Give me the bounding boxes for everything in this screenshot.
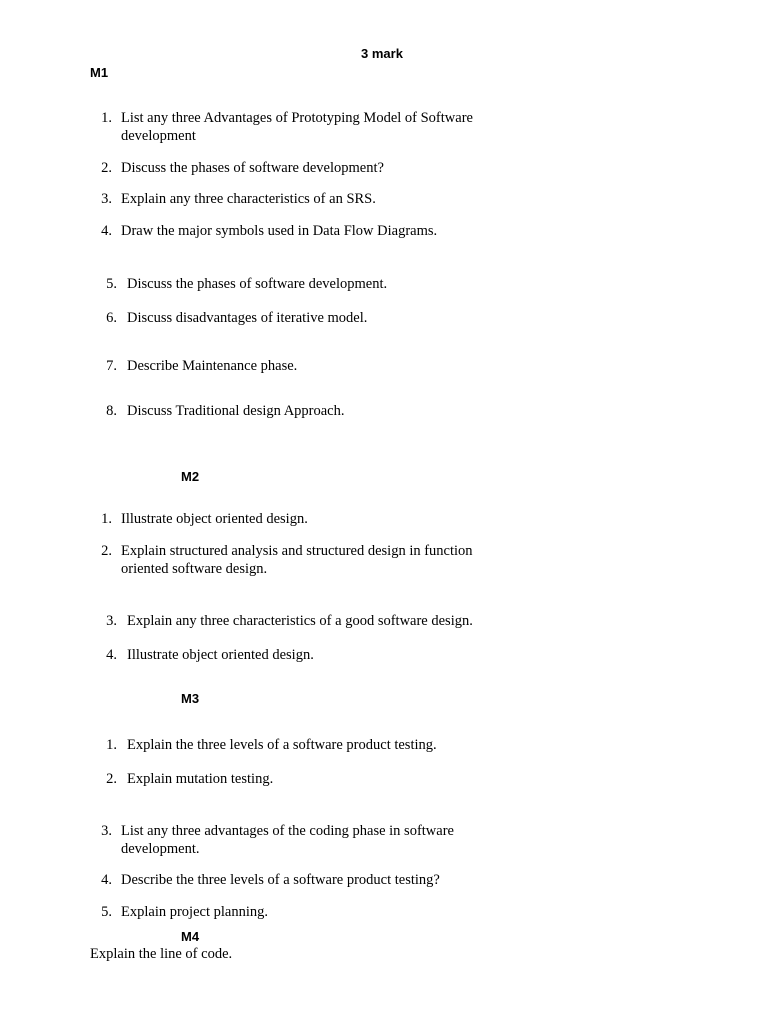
page-title: 3 mark — [361, 46, 403, 61]
section-heading-m2: M2 — [181, 469, 200, 484]
section-heading-m1: M1 — [90, 65, 109, 80]
section-heading-m3: M3 — [181, 691, 200, 706]
section-heading-m4: M4 — [181, 929, 200, 944]
section-text: Explain the line of code. — [90, 946, 233, 962]
